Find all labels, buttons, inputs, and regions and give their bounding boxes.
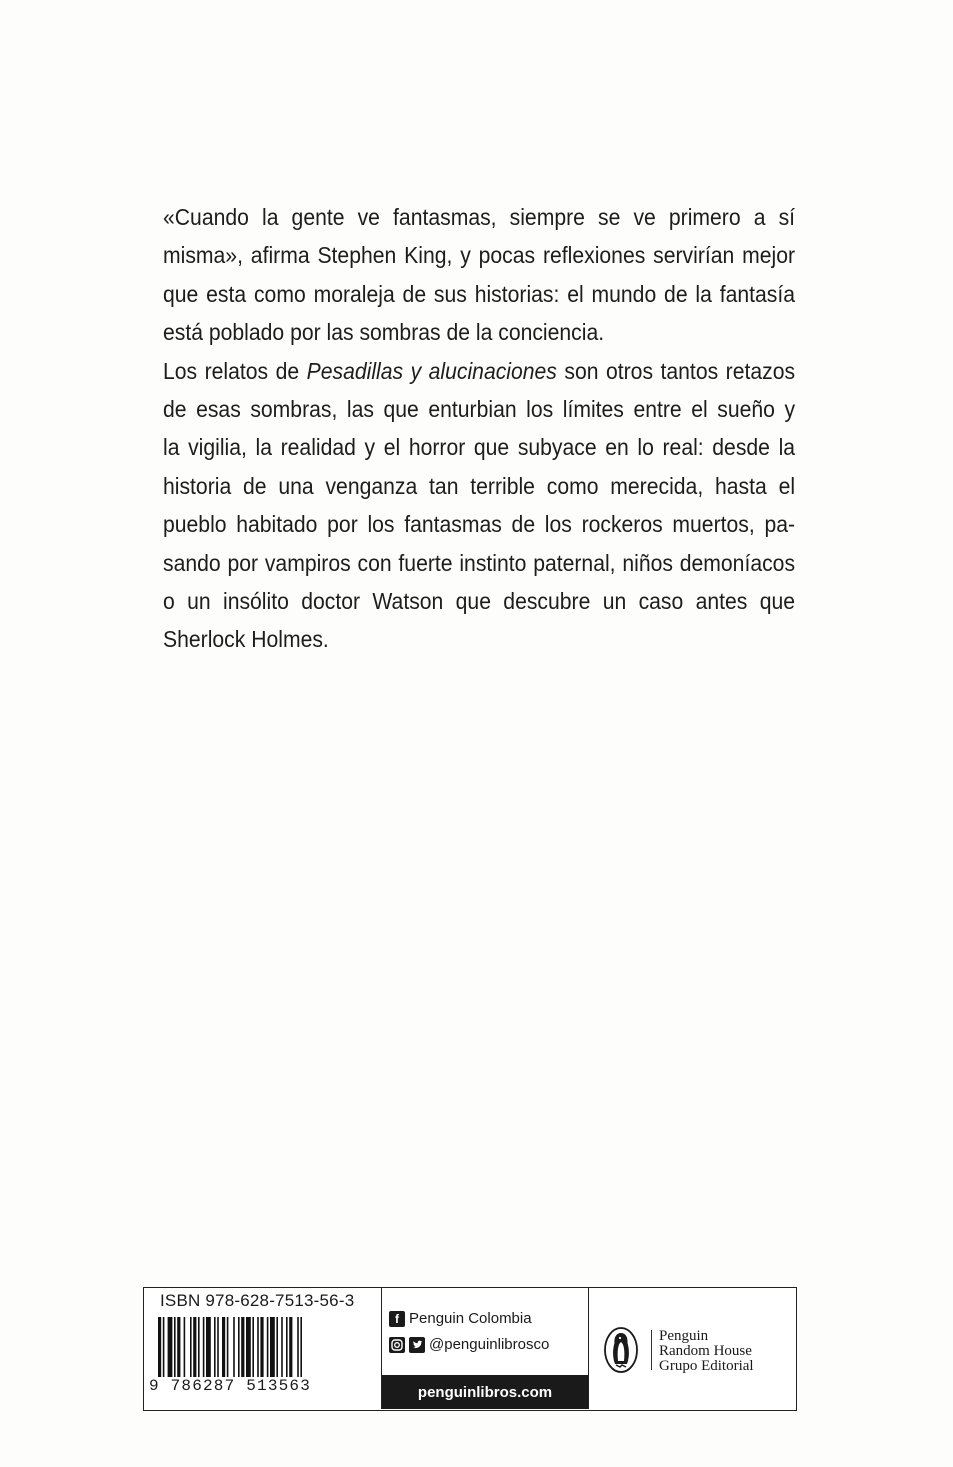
- social-handle-row[interactable]: [389, 1336, 549, 1353]
- barcode-bar: [276, 1317, 278, 1377]
- publisher-name: [659, 1329, 754, 1374]
- blurb-line: historia de una venganza tan terrible como merecida, hasta el: [163, 472, 796, 499]
- barcode-bar: [193, 1317, 196, 1377]
- barcode-bar: [177, 1317, 180, 1377]
- blurb-prefix: Los relatos de: [163, 357, 307, 384]
- barcode-bar: [214, 1317, 216, 1377]
- blurb-line: «Cuando la gente ve fantasmas, siempre se ve primero a sí: [163, 204, 796, 230]
- blurb-text: [163, 198, 796, 659]
- blurb-line: Sherlock Holmes.: [163, 626, 329, 653]
- blurb-line: de esas sombras, las que enturbian los límites entre el sueño y: [163, 396, 796, 423]
- blurb-line: pueblo habitado por los fantasmas de los rockeros muertos, pa-: [163, 511, 796, 538]
- social-panel: [382, 1288, 589, 1409]
- blurb-line: misma», afirma Stephen King, y pocas reflexiones servirían mejor: [163, 242, 796, 269]
- barcode-bar: [289, 1317, 292, 1377]
- barcode: [156, 1317, 376, 1377]
- barcode-bar: [267, 1317, 269, 1377]
- barcode-bar: [168, 1317, 173, 1377]
- instagram-icon: [389, 1337, 405, 1353]
- barcode-bar: [233, 1317, 235, 1377]
- barcode-bar: [270, 1317, 275, 1377]
- blurb-suffix: son otros tantos retazos: [556, 357, 796, 384]
- barcode-bar: [174, 1317, 176, 1377]
- book-title: Pesadillas y alucinaciones: [306, 357, 557, 384]
- blurb-line: sando por vampiros con fuerte instinto paternal, niños demoníacos: [163, 549, 796, 576]
- publisher-name-line: Random House: [659, 1343, 752, 1359]
- barcode-bar: [206, 1317, 211, 1377]
- social-handle-label: @penguinlibrosco: [429, 1336, 550, 1353]
- twitter-icon: [409, 1337, 425, 1353]
- publisher-panel: [589, 1288, 795, 1409]
- blurb-line: está poblado por las sombras de la conciencia.: [163, 319, 605, 346]
- barcode-bar: [252, 1317, 254, 1377]
- barcode-bar: [184, 1317, 186, 1377]
- barcode-bar: [241, 1317, 244, 1377]
- blurb-line-with-title: [163, 352, 795, 390]
- isbn-label: ISBN 978-628-7513-56-3: [160, 1291, 355, 1310]
- barcode-bar: [163, 1317, 165, 1377]
- blurb-line: la vigilia, la realidad y el horror que subyace en lo real: desde la: [163, 434, 796, 461]
- barcode-bar: [190, 1317, 192, 1377]
- publisher-divider: [651, 1330, 652, 1370]
- blurb-line: o un insólito doctor Watson que descubre un caso antes que: [163, 588, 796, 615]
- barcode-bar: [222, 1317, 225, 1377]
- barcode-bar: [227, 1317, 229, 1377]
- website-link[interactable]: penguinlibros.com: [382, 1375, 588, 1409]
- barcode-bar: [217, 1317, 219, 1377]
- barcode-bar: [246, 1317, 251, 1377]
- publisher-name-line: Penguin: [659, 1328, 709, 1344]
- barcode-bar: [297, 1317, 299, 1377]
- barcode-bar: [300, 1317, 302, 1377]
- facebook-row[interactable]: [389, 1310, 532, 1327]
- barcode-bar: [260, 1317, 263, 1377]
- barcode-bar: [238, 1317, 240, 1377]
- footer-info-box: [143, 1287, 797, 1411]
- barcode-digits: 9 786287 513563: [149, 1377, 312, 1395]
- publisher-name-line: Grupo Editorial: [659, 1358, 754, 1374]
- facebook-label: Penguin Colombia: [409, 1310, 532, 1327]
- barcode-bar: [198, 1317, 200, 1377]
- facebook-icon: f: [389, 1311, 405, 1327]
- barcode-bar: [281, 1317, 283, 1377]
- blurb-line: que esta como moraleja de sus historias: el mundo de la fantasía: [163, 280, 796, 307]
- penguin-icon: [603, 1326, 639, 1374]
- barcode-bar: [158, 1317, 161, 1377]
- barcode-bar: [203, 1317, 205, 1377]
- isbn-panel: [144, 1288, 382, 1409]
- barcode-bar: [286, 1317, 288, 1377]
- barcode-bar: [257, 1317, 259, 1377]
